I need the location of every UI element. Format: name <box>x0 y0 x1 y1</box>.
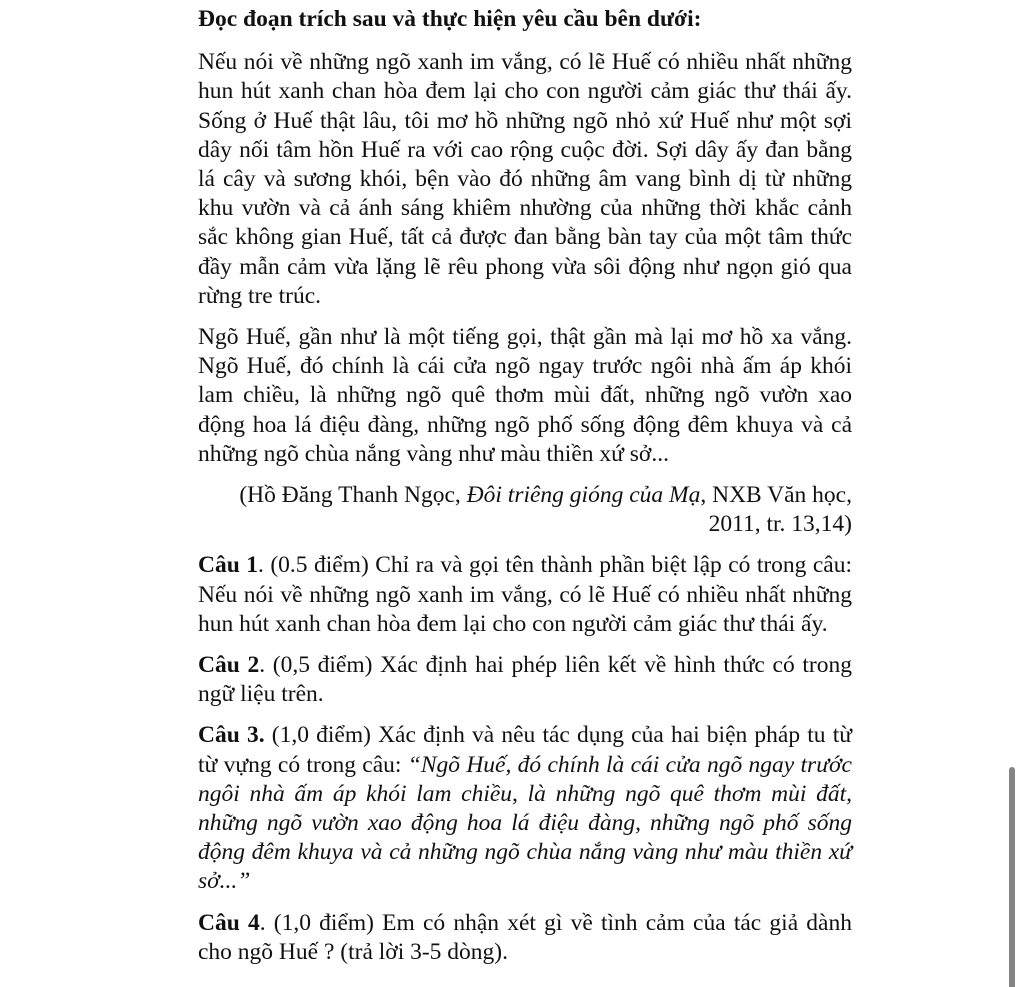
question-3-label: Câu 3. <box>198 722 265 749</box>
question-3 <box>198 721 852 896</box>
question-4-text: . (1,0 điểm) Em có nhận xét gì về tình cảm của tác giả dành cho ngõ Huế ? (trả lời 3-5 dòng). <box>198 909 852 965</box>
passage-paragraph-2: Ngõ Huế, gần như là một tiếng gọi, thật gần mà lại mơ hồ xa vắng. Ngõ Huế, đó chính là cái cửa ngõ ngay trước ngôi nhà ấm áp khói lam chiều, là những ngõ quê thơm mùi đất, những ngõ vườn xao động hoa lá điệu đàng, những ngõ phố sống động đêm khuya và cả những ngõ chùa nắng vàng như màu thiền xứ sở... <box>198 324 852 467</box>
question-3-text: (1,0 điểm) Xác định và nêu tác dụng của hai biện pháp tu từ từ vựng có trong câu: <box>198 722 852 778</box>
citation-publisher: , NXB Văn học, 2011, tr. 13,14) <box>700 482 852 538</box>
citation-book-title: Đôi triêng gióng của Mạ <box>466 482 701 509</box>
citation <box>198 481 852 539</box>
question-4 <box>198 909 852 967</box>
citation-author: (Hồ Đăng Thanh Ngọc, <box>239 482 467 509</box>
question-2 <box>198 651 852 709</box>
prompt-heading: Đọc đoạn trích sau và thực hiện yêu cầu bên dưới: <box>198 6 702 32</box>
passage-paragraph-1: Nếu nói về những ngõ xanh im vắng, có lẽ Huế có nhiều nhất những hun hút xanh chan hòa đem lại cho con người cảm giác thư thái ấy. Sống ở Huế thật lâu, tôi mơ hồ những ngõ nhỏ xứ Huế như một sợi dây nối tâm hồn Huế ra với cao rộng cuộc đời. Sợi dây ấy đan bằng lá cây và sương khói, bện vào đó những âm vang bình dị từ những khu vườn và cả ánh sáng khiêm nhường của những thời khắc cảnh sắc không gian Huế, tất cả được đan bằng bàn tay của một tâm thức đầy mẫn cảm vừa lặng lẽ rêu phong vừa sôi động như ngọn gió qua rừng tre trúc. <box>198 49 852 309</box>
question-4-label: Câu 4 <box>198 909 260 936</box>
question-3-quote: “Ngõ Huế, đó chính là cái cửa ngõ ngay trước ngôi nhà ấm áp khói lam chiều, là những ngõ quê thơm mùi đất, những ngõ vườn xao động hoa lá điệu đàng, những ngõ phố sống động đêm khuya và cả những ngõ chùa nắng vàng như màu thiền xứ sở...” <box>198 751 852 895</box>
document-content <box>198 5 852 967</box>
question-1 <box>198 551 852 639</box>
question-1-text: . (0.5 điểm) Chỉ ra và gọi tên thành phần biệt lập có trong câu: Nếu nói về những ngõ xanh im vắng, có lẽ Huế có nhiều nhất những hun hút xanh chan hòa đem lại cho con người cảm giác thư thái ấy. <box>198 552 853 637</box>
question-2-label: Câu 2 <box>198 652 260 679</box>
question-1-label: Câu 1 <box>198 552 258 579</box>
vertical-scrollbar-thumb[interactable] <box>1009 767 1015 987</box>
question-2-text: . (0,5 điểm) Xác định hai phép liên kết về hình thức có trong ngữ liệu trên. <box>198 652 852 708</box>
